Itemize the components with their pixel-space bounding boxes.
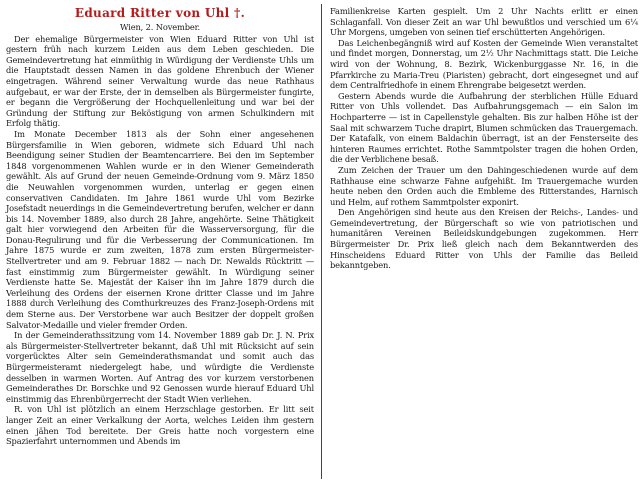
article-dateline: Wien, 2. November. [119,22,201,32]
paragraph: Der ehemalige Bürgermeister von Wien Eduard Ritter von Uhl ist gestern früh nach kurzem Leiden aus dem Leben geschieden. Die Gemeindevertretung hat einmüthig in Würdigung der Verdienste Uhls um die Hauptstadt dessen Namen in das goldene Ehrenbuch der Wiener eingetragen. Während seiner Verwaltung wurde das neue Rathhaus aufgebaut, er war der Erste, der in demselben als Bürgermeister fungirte, er begann die Vergrößerung der Hochquellenleitung und war bei der Gründung der Stiftung zur Beköstigung von armen Schulkindern mit Erfolg thätig. [6,33,314,129]
paragraph: In der Gemeinderathssitzung vom 14. November 1889 gab Dr. J. N. Prix als Bürgermeister-Stellvertreter bekannt, daß Uhl mit Rücksicht auf sein vorgerücktes Alter sein Gemeinderathsmandat und somit auch das Bürgermeisteramt niedergelegt habe, und würdigte die Verdienste desselben in warmen Worten. Auf Antrag des vor kurzem verstorbenen Gemeinderathes Dr. Borschke und 92 Genossen wurde hierauf Eduard Uhl einstimmig das Ehrenbürgerrecht der Stadt Wien verliehen. [6,330,314,404]
paragraph: Familienkreise Karten gespielt. Um 2 Uhr Nachts erlitt er einen Schlaganfall. Von dieser Zeit an war Uhl bewußtlos und verschied um 6¼ Uhr Morgens, umgeben von seinen tief erschütterten Angehörigen. [330,6,638,38]
right-column [330,6,638,271]
paragraph: Das Leichenbegängniß wird auf Kosten der Gemeinde Wien veranstaltet und findet morgen, Donnerstag, um 2½ Uhr Nachmittags statt. Die Leiche wird von der Wohnung, 8. Bezirk, Wickenburggasse Nr. 16, in die Pfarrkirche zu Maria-Treu (Piaristen) gebracht, dort eingesegnet und auf dem Centralfriedhofe in einem Ehrengrabe beigesetzt werden. [330,37,638,91]
paragraph: Gestern Abends wurde die Aufbahrung der sterblichen Hülle Eduard Ritter von Uhls vollendet. Das Aufbahrungsgemach — ein Salon im Hochparterre — ist in Capellenstyle gehalten. Bis zur halben Höhe ist der Saal mit schwarzem Tuche drapirt, Blumen schmücken das Trauergemach. Der Katafalk, von einem Baldachin überragt, ist an der Fensterseite des hinteren Raumes errichtet. Rothe Sammtpolster tragen die hohen Orden, die der Verblichene besaß. [330,90,638,165]
paragraph: Zum Zeichen der Trauer um den Dahingeschiedenen wurde auf dem Rathhause eine schwarze Fahne aufgehißt. Im Trauergemache wurden heute neben den Orden auch die Embleme des Ritterstandes, Harnisch und Helm, auf rothem Sammtpolster exponirt. [330,164,638,207]
column-divider [321,4,322,479]
article-title: Eduard Ritter von Uhl †. [74,6,246,20]
left-column [6,6,314,447]
paragraph: Den Angehörigen sind heute aus den Kreisen der Reichs-, Landes- und Gemeindevertretung, der Bürgerschaft so wie von patriotischen und humanitären Vereinen Beileidskundgebungen zugekommen. Herr Bürgermeister Dr. Prix ließ gleich nach dem Bekanntwerden des Hinscheidens Eduard Ritter von Uhls der Familie das Beileid bekanntgeben. [330,207,638,271]
paragraph: Im Monate December 1813 als der Sohn einer angesehenen Bürgersfamilie in Wien geboren, widmete sich Eduard Uhl nach Beendigung seiner Studien der Beamtencarriere. Bei den im September 1848 vorgenommenen Wahlen wurde er in den Wiener Gemeinderath gewählt. Als auf Grund der neuen Gemeinde-Ordnung vom 9. März 1850 die Neuwahlen vorgenommen wurden, unterlag er gegen einen conservativen Candidaten. Im Jahre 1861 wurde Uhl vom Bezirke Josefstadt neuerdings in die Gemeindevertretung berufen, welcher er dann bis 14. November 1889, also durch 28 Jahre, angehörte. Seine Thätigkeit galt hier vorwiegend den Arbeiten für die Wasserversorgung, für die Donau-Regulirung und für die Verbesserung der Communicationen. Im Jahre 1875 wurde er zum zweiten, 1878 zum ersten Bürgermeister-Stellvertreter und am 9. Februar 1882 — nach Dr. Newalds Rücktritt — fast einstimmig zum Bürgermeister gewählt. In Würdigung seiner Verdienste hatte Se. Majestät der Kaiser ihn im Jahre 1879 durch die Verleihung des Ordens der eisernen Krone dritter Classe und im Jahre 1888 durch Verleihung des Comthurkreuzes des Franz-Joseph-Ordens mit dem Sterne aus. Der Verstorbene war auch Besitzer der doppelt großen Salvator-Medaille und vieler fremder Orden. [6,128,314,330]
paragraph: R. von Uhl ist plötzlich an einem Herzschlage gestorben. Er litt seit langer Zeit an einer Verkalkung der Aorta, welches Leiden ihm gestern einen jähen Tod bereitete. Der Greis hatte noch vorgestern eine Spazierfahrt unternommen und Abends im [6,404,314,447]
